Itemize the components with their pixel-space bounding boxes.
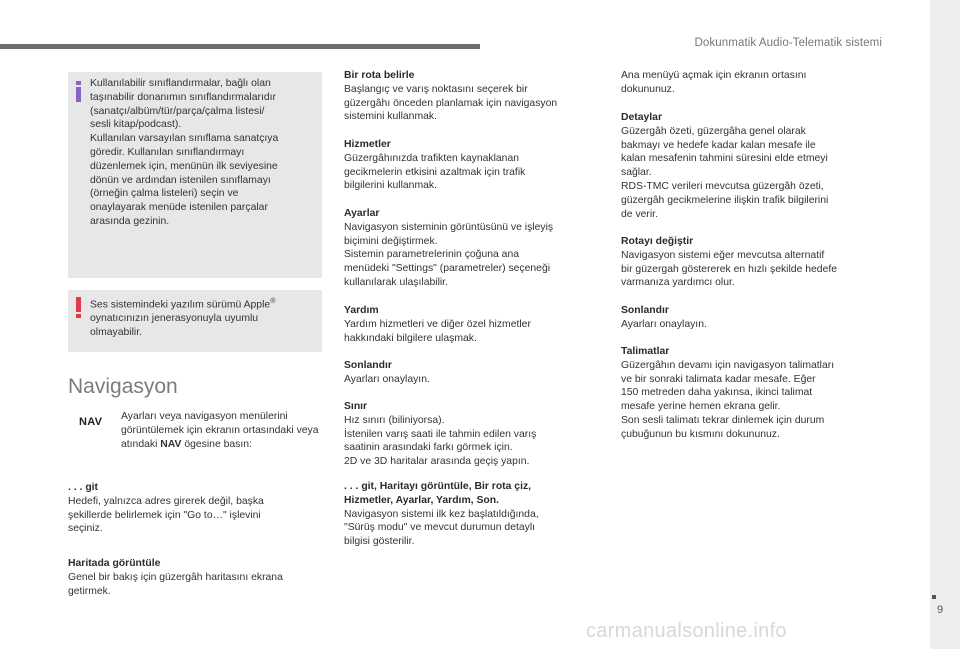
section-title: Navigasyon — [68, 375, 178, 398]
watermark: carmanualsonline.info — [586, 620, 787, 642]
intro-text: Ana menüyü açmak için ekranın ortasını dokununuz. — [621, 70, 807, 95]
chapter-title: Dokunmatik Audio-Telematik sistemi — [694, 37, 882, 49]
info-note-text: Kullanılabilir sınıflandırmalar, bağlı olan taşınabilir donanımın sınıflandırmalarıdır (sanatçı/albüm/tür/parça/çalma listesi/ sesli kitap/podcast). Kullanılan varsayılan sınıflama sanatçıya göredir. Kullanılan sınıflandırmayı düzenlemek için, menünün ilk seviyesine dönün ve ardından istenilen sınıflamayı (örneğin çalma listeleri) seçin ve onaylayarak menüde istenilen parçalar arasında gezinin. — [90, 78, 279, 227]
end-of-section-marker — [932, 595, 936, 599]
menu-item-overview: . . . git, Haritayı görüntüle, Bir rota çiz, Hizmetler, Ayarlar, Yardım, Son. Navigasyon sistemi ilk kez başlatıldığında, "Sürüş modu" ve mevcut durumun detaylı bilgisi gösterilir. — [344, 481, 539, 548]
menu-item-change-route: Rotayı değiştir Navigasyon sistemi eğer mevcutsa alternatif bir güzergah göstererek en hızlı şekilde hedefe varmanıza yardımcı olur. — [621, 236, 838, 289]
menu-item-limit: Sınır Hız sınırı (biliniyorsa). İstenilen varış saati ile tahmin edilen varış saatinin arasındaki farkı görmek için. 2D ve 3D haritalar arasında geçiş yapın. — [344, 401, 537, 468]
menu-item-details: Detaylar Güzergâh özeti, güzergâha genel olarak bakmayı ve hedefe kadar kalan mesafe ile kalan mesafenin tahmini süresini elde etmeyi sağlar. RDS-TMC verileri mevcutsa güzergâh özeti, güzergâh gecikmelerine ilişkin trafik bilgilerini de verir. — [621, 112, 829, 220]
menu-item-view-map: Haritada görüntüle Genel bir bakış için güzergâh haritasını ekrana getirmek. — [68, 558, 283, 597]
menu-item-services: Hizmetler Güzergâhınızda trafikten kaynaklanan gecikmelerin etkisini azaltmak için trafik bilgilerini kullanmak. — [344, 139, 526, 192]
menu-item-finish-2: Sonlandır Ayarları onaylayın. — [621, 305, 707, 330]
menu-item-settings: Ayarlar Navigasyon sisteminin görüntüsünü ve işleyiş biçimini değiştirmek. Sistemin parametrelerinin çoğuna ana menüdeki "Settings" (parametreler) seçeneği kullanılarak ulaşılabilir. — [344, 208, 554, 288]
page-edge-strip — [930, 0, 960, 649]
warning-note-box — [68, 290, 322, 352]
warning-icon — [76, 297, 81, 318]
warning-note-text: Ses sistemindeki yazılım sürümü Apple® oynatıcınızın jenerasyonuyla uyumlu olmayabilir. — [90, 298, 276, 339]
info-note-box — [68, 72, 322, 278]
menu-item-go: . . . git Hedefi, yalnızca adres girerek değil, başka şekillerde belirlemek için "Go to…" işlevini seçiniz. — [68, 482, 264, 535]
menu-item-instructions: Talimatlar Güzergâhın devamı için navigasyon talimatları ve bir sonraki talimata kadar mesafe. Eğer 150 metreden daha yakınsa, ikinci talimat mesafe yerine hemen ekrana gelir. Son sesli talimatı tekrar dinlemek için durum çubuğunun bu kısmını dokununuz. — [621, 346, 835, 440]
info-icon — [76, 81, 81, 102]
header-rule — [0, 44, 480, 49]
page-number: 9 — [936, 604, 944, 616]
nav-button-icon: NAV — [79, 416, 103, 428]
menu-item-help: Yardım Yardım hizmetleri ve diğer özel hizmetler hakkındaki bilgilere ulaşmak. — [344, 305, 531, 344]
nav-instruction: Ayarları veya navigasyon menülerini görüntülemek için ekranın ortasındaki veya atındaki NAV ögesine basın: — [121, 411, 319, 450]
menu-item-finish: Sonlandır Ayarları onaylayın. — [344, 360, 430, 385]
menu-item-plan-route: Bir rota belirle Başlangıç ve varış noktasını seçerek bir güzergâhı önceden planlamak için navigasyon sistemini kullanmak. — [344, 70, 558, 123]
